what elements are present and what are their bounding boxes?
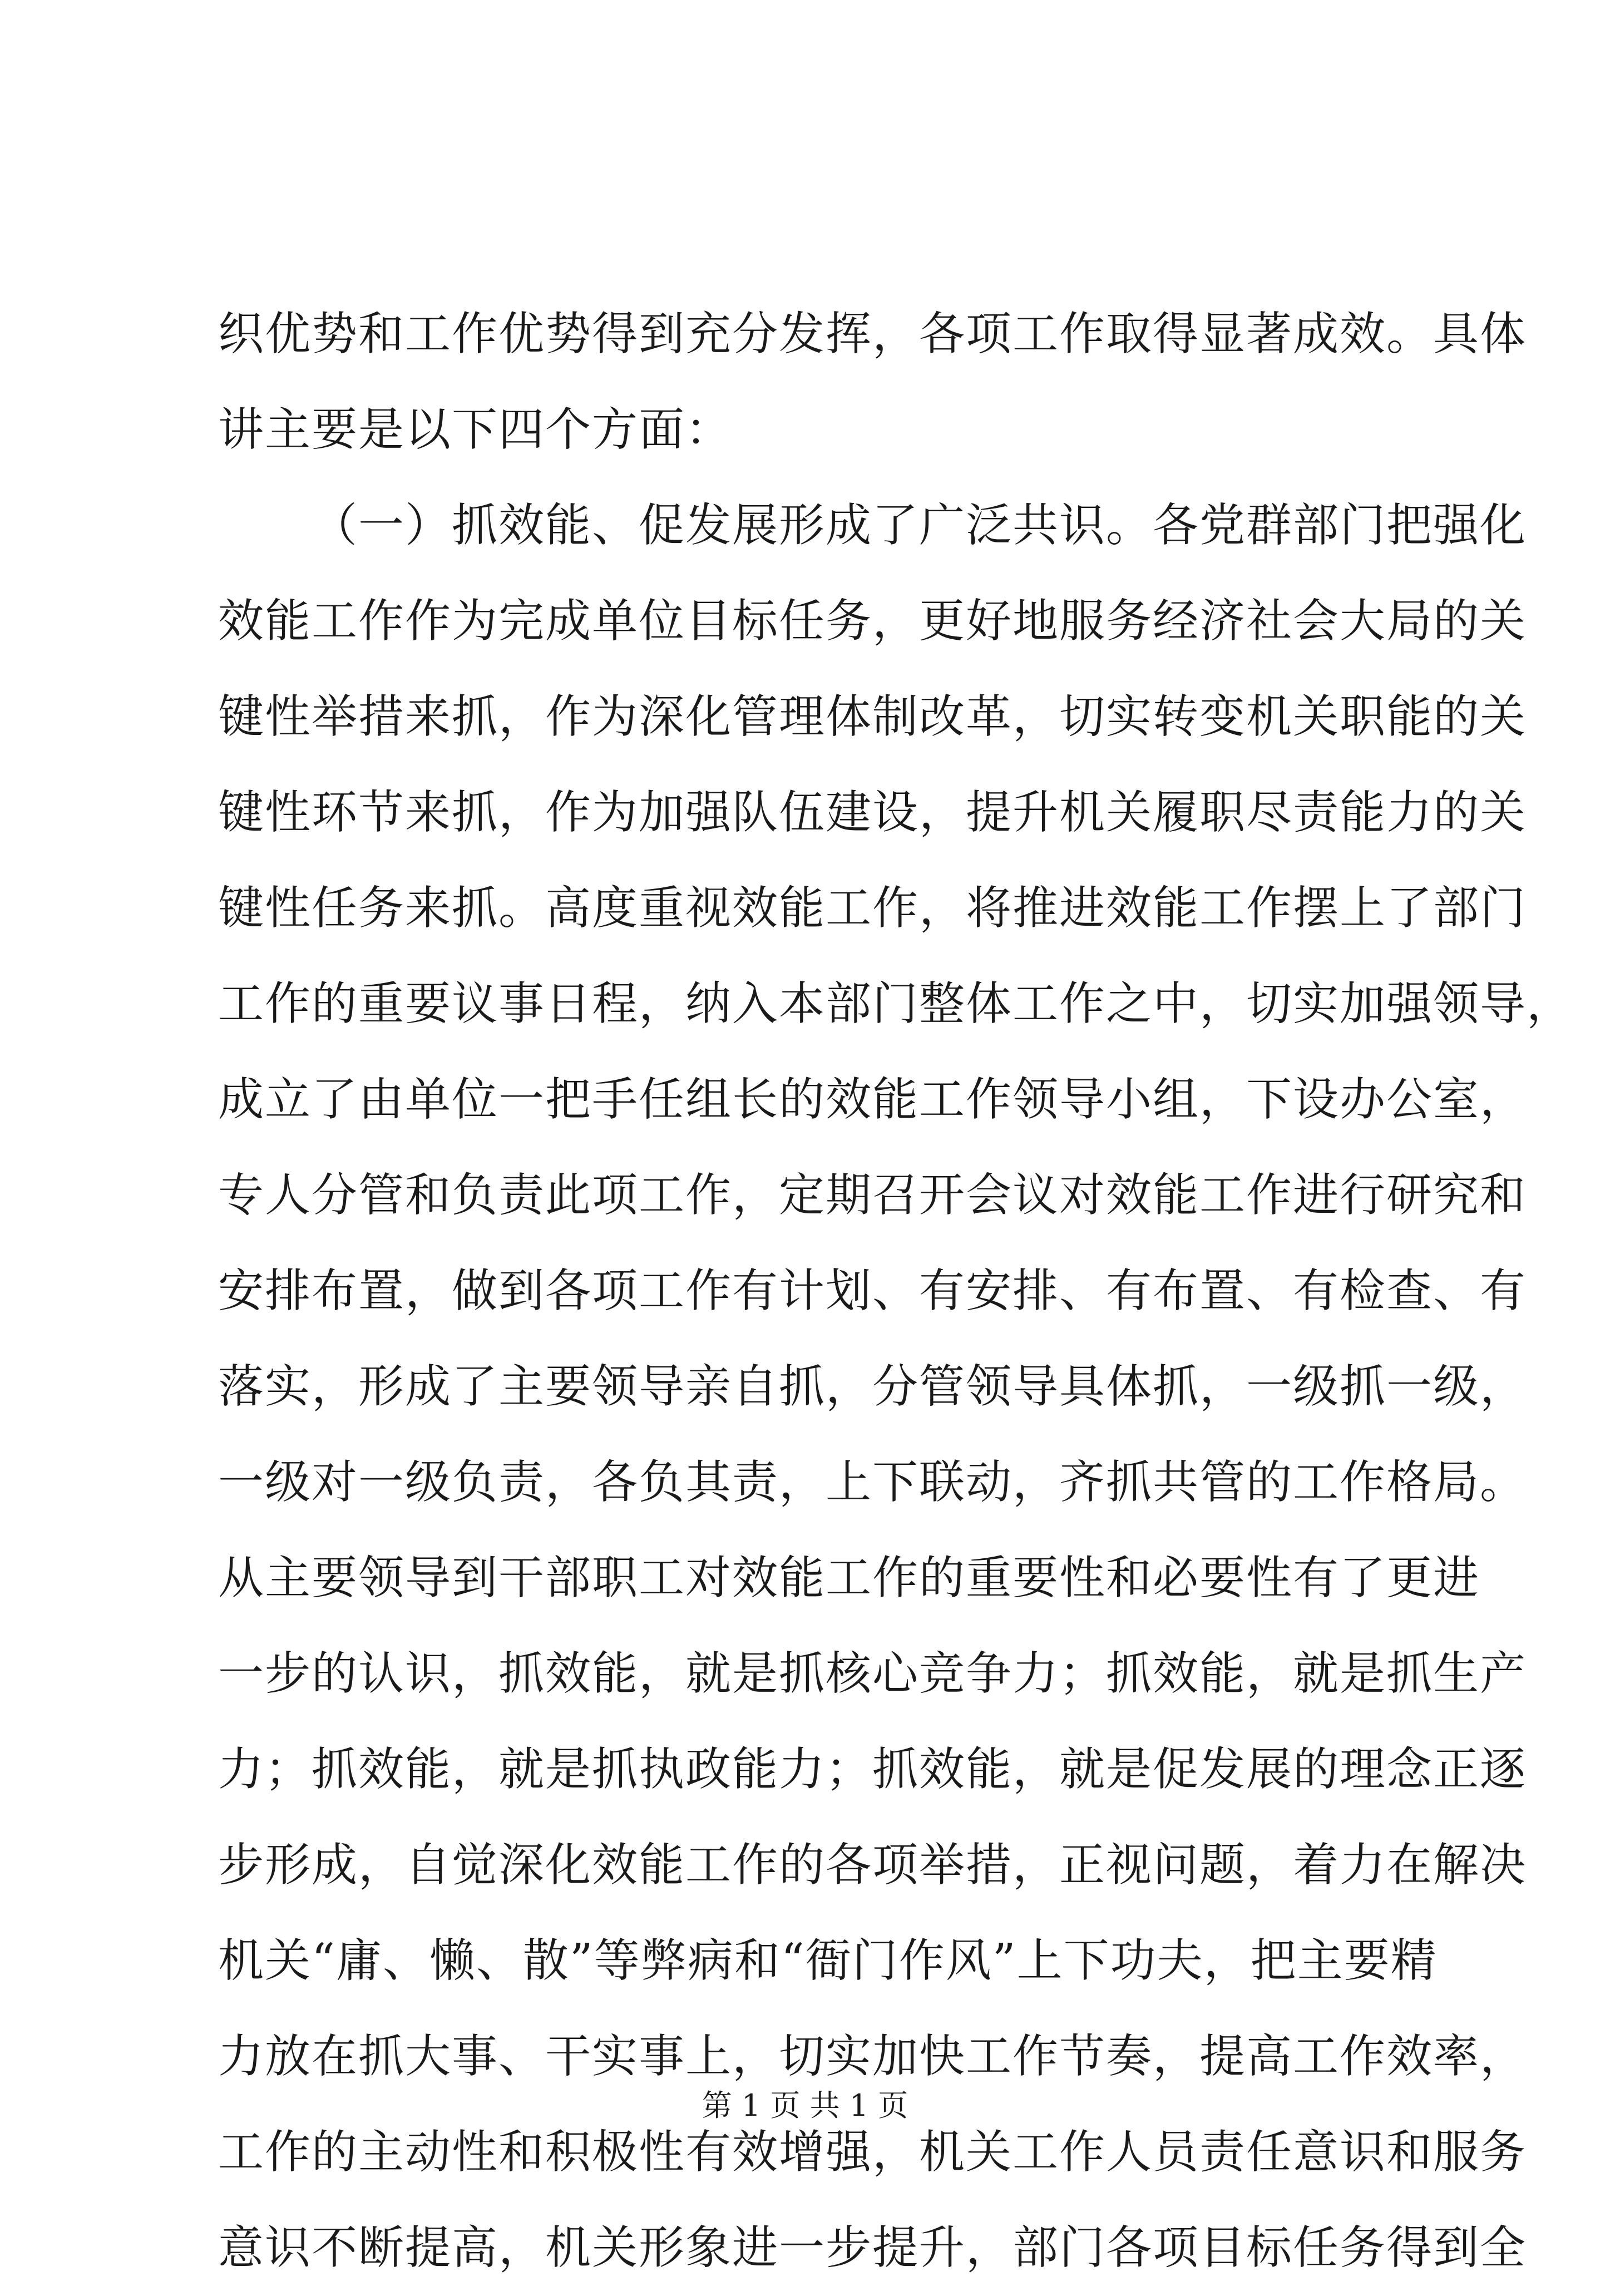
body-text [218, 287, 1574, 2296]
paragraph-1 [218, 287, 1527, 478]
text-line: 力；抓效能，就是抓执政能力；抓效能，就是促发展的理念正逐 [218, 1743, 1527, 1796]
text-line: 一步的认识，抓效能，就是抓核心竞争力；抓效能，就是抓生产 [218, 1647, 1527, 1700]
text-line: 工作的主动性和积极性有效增强，机关工作人员责任意识和服务 [218, 2126, 1527, 2179]
page-number-footer: 第 1 页 共 1 页 [702, 2088, 908, 2123]
text-line: 键性举措来抓，作为深化管理体制改革，切实转变机关职能的关 [218, 690, 1527, 743]
text-line: 一级对一级负责，各负其责，上下联动，齐抓共管的工作格局。 [218, 1456, 1527, 1509]
text-line: （一）抓效能、促发展形成了广泛共识。各党群部门把强化 [312, 499, 1527, 552]
text-line: 安排布置，做到各项工作有计划、有安排、有布置、有检查、有 [218, 1265, 1527, 1317]
text-line: 成立了由单位一把手任组长的效能工作领导小组，下设办公室， [218, 1073, 1527, 1126]
text-line: 专人分管和负责此项工作，定期召开会议对效能工作进行研究和 [218, 1169, 1527, 1222]
text-line: 织优势和工作优势得到充分发挥，各项工作取得显著成效。具体 [218, 308, 1527, 361]
text-line: 工作的重要议事日程，纳入本部门整体工作之中，切实加强领导， [218, 977, 1574, 1030]
text-line: 讲主要是以下四个方面： [218, 403, 733, 456]
paragraph-2 [218, 478, 1574, 2296]
text-line: 键性任务来抓。高度重视效能工作，将推进效能工作摆上了部门 [218, 882, 1527, 935]
text-line: 从主要领导到干部职工对效能工作的重要性和必要性有了更进 [218, 1552, 1480, 1604]
text-line: 落实，形成了主要领导亲自抓，分管领导具体抓，一级抓一级， [218, 1360, 1527, 1413]
text-line: 键性环节来抓，作为加强队伍建设，提升机关履职尽责能力的关 [218, 786, 1527, 839]
text-line: 意识不断提高，机关形象进一步提升，部门各项目标任务得到全 [218, 2221, 1527, 2274]
text-line: 力放在抓大事、干实事上，切实加快工作节奏，提高工作效率， [218, 2030, 1527, 2083]
text-line: 步形成，自觉深化效能工作的各项举措，正视问题，着力在解决 [218, 1839, 1527, 1892]
text-line: 效能工作作为完成单位目标任务，更好地服务经济社会大局的关 [218, 595, 1527, 648]
text-line: 机关“庸、懒、散”等弊病和“衙门作风”上下功夫，把主要精 [218, 1934, 1438, 1987]
